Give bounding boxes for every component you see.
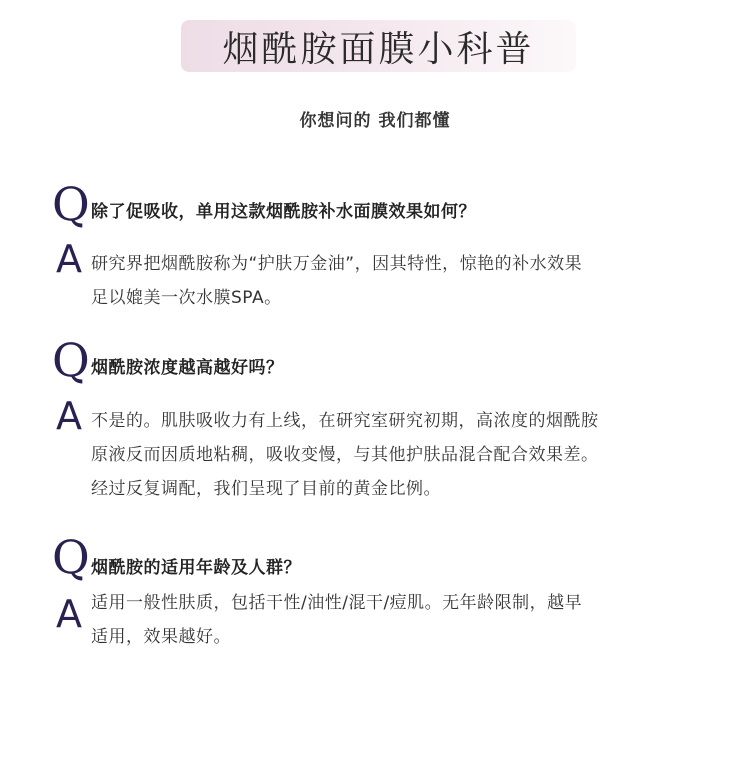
question-marker: Q xyxy=(52,177,90,231)
question-marker: Q xyxy=(52,333,90,387)
answer-line: 足以媲美一次水膜SPA。 xyxy=(91,288,282,308)
answer-marker: A xyxy=(56,592,82,636)
answer-line: 研究界把烟酰胺称为“护肤万金油”，因其特性，惊艳的补水效果 xyxy=(91,254,583,274)
answer-line: 原液反而因质地粘稠，吸收变慢，与其他护肤品混合配合效果差。 xyxy=(91,445,599,465)
question-text: 除了促吸收，单用这款烟酰胺补水面膜效果如何？ xyxy=(91,202,476,222)
question-marker: Q xyxy=(52,530,90,584)
answer-text xyxy=(91,247,711,315)
answer-line: 适用一般性肤质，包括干性/油性/混干/痘肌。无年龄限制，越早 xyxy=(91,593,583,613)
page-subtitle: 你想问的 我们都懂 xyxy=(299,111,451,131)
answer-marker: A xyxy=(56,394,82,438)
answer-line: 不是的。肌肤吸收力有上线，在研究室研究初期，高浓度的烟酰胺 xyxy=(91,411,599,431)
answer-line: 适用，效果越好。 xyxy=(91,627,231,647)
page-title: 烟酰胺面膜小科普 xyxy=(222,28,535,70)
question-text: 烟酰胺的适用年龄及人群？ xyxy=(91,558,301,578)
answer-marker: A xyxy=(56,237,82,281)
title-banner xyxy=(181,20,576,72)
answer-text xyxy=(91,404,711,506)
answer-line: 经过反复调配，我们呈现了目前的黄金比例。 xyxy=(91,479,441,499)
question-text: 烟酰胺浓度越高越好吗？ xyxy=(91,358,284,378)
answer-text xyxy=(91,586,711,654)
